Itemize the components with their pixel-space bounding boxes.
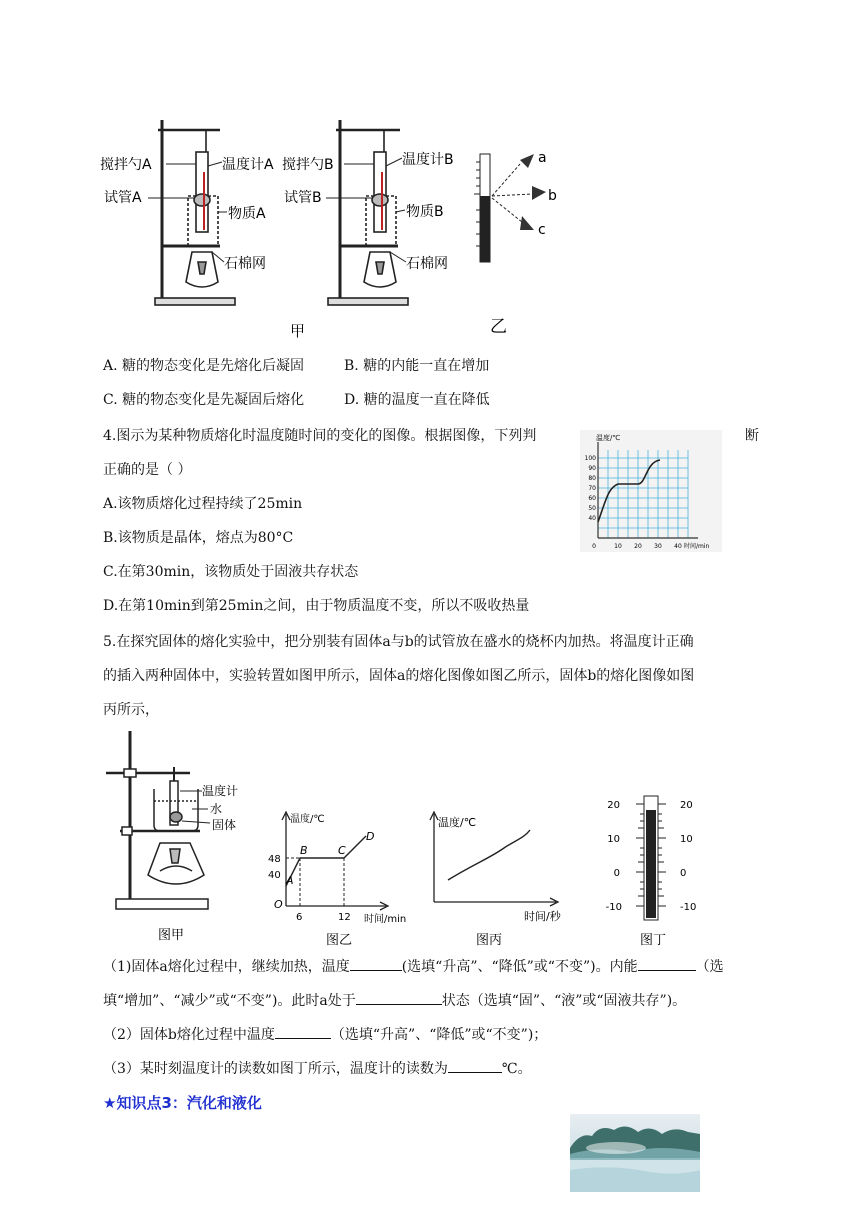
answer-blank-5[interactable] xyxy=(448,1058,502,1073)
apparatus-b xyxy=(328,120,408,305)
q5-sub1-text-a: （1)固体a熔化过程中，继续加热，温度 xyxy=(103,959,350,975)
q5-chart-bing xyxy=(424,800,584,950)
label-thermo-b: 温度计B xyxy=(402,152,454,168)
eye-icon-c xyxy=(520,216,534,230)
q5-yi-ylabel: 温度/℃ xyxy=(290,814,325,825)
q5-label-water: 水 xyxy=(210,802,223,816)
q5-thermometer-ding xyxy=(598,790,708,950)
thermometer-yi xyxy=(474,150,557,262)
q4-xtick: 20 xyxy=(634,543,642,550)
q4-stem-line2: 正确的是（ ） xyxy=(103,462,192,478)
q5-point-d: D xyxy=(366,830,375,843)
q3-option-a: A. 糖的物态变化是先熔化后凝固 xyxy=(103,358,305,374)
q3-option-d: D. 糖的温度一直在降低 xyxy=(344,392,490,408)
label-tube-a: 试管A xyxy=(104,190,142,206)
q5-sub1-text-c: （选 xyxy=(695,959,724,975)
q5-sub3-text-b: ℃。 xyxy=(501,1061,532,1077)
q5-ding-tick-left: 20 xyxy=(607,800,620,811)
q4-ytick: 40 xyxy=(588,515,596,522)
q4-ytick: 70 xyxy=(588,485,596,492)
q5-label-thermo: 温度计 xyxy=(202,784,239,798)
q5-ding-tick-right: 0 xyxy=(680,868,687,879)
q4-ytick: 100 xyxy=(584,455,596,462)
label-eye-b: b xyxy=(548,188,557,204)
apparatus-a-labels xyxy=(100,156,274,272)
q4-xtick: 40 xyxy=(674,543,682,550)
caption-jia: 甲 xyxy=(290,322,306,340)
q5-point-c: C xyxy=(338,844,346,857)
q5-yi-curve xyxy=(286,836,366,886)
caption-tu-jia: 图甲 xyxy=(158,928,185,943)
q4-ytick: 90 xyxy=(588,465,596,472)
q5-chart-yi xyxy=(262,800,422,950)
caption-yi: 乙 xyxy=(490,317,507,337)
label-net-b: 石棉网 xyxy=(406,256,448,272)
label-eye-c: c xyxy=(538,222,546,238)
answer-blank-1[interactable] xyxy=(350,956,402,971)
q4-xtick: 30 xyxy=(654,543,662,550)
q5-yi-xtick: 6 xyxy=(296,912,303,923)
q3-option-b: B. 糖的内能一直在增加 xyxy=(344,358,490,374)
label-thermo-a: 温度计A xyxy=(222,157,274,173)
q4-stem-tail: 断 xyxy=(745,428,759,444)
label-net-a: 石棉网 xyxy=(224,256,266,272)
q4-option-a: A.该物质熔化过程持续了25min xyxy=(103,496,303,512)
q4-xlabel: 时间/min xyxy=(684,543,710,550)
q5-sub2 xyxy=(103,1024,547,1045)
answer-blank-3[interactable] xyxy=(356,990,442,1005)
q5-sub2-text-b: （选填“升高”、“降低”或“不变”)； xyxy=(330,1027,548,1043)
q4-ytick: 50 xyxy=(588,505,596,512)
q5-point-b: B xyxy=(300,844,308,857)
q5-ding-tick-right: 10 xyxy=(680,834,693,845)
label-substance-b: 物质B xyxy=(406,204,444,220)
q5-line2: 的插入两种固体中，实验转置如图甲所示，固体a的熔化图像如图乙所示，固体b的熔化图像如图 xyxy=(103,668,695,684)
q4-option-b: B.该物质是晶体，熔点为80°C xyxy=(103,530,294,546)
label-substance-a: 物质A xyxy=(228,206,266,222)
q4-xtick: 10 xyxy=(614,543,622,550)
q5-bing-curve xyxy=(448,830,530,880)
q4-ytick: 80 xyxy=(588,475,596,482)
eye-icon-b xyxy=(532,186,546,200)
caption-tu-bing: 图丙 xyxy=(476,933,503,948)
section-heading-3: ★知识点3：汽化和液化 xyxy=(103,1094,262,1112)
q5-sub1-line1 xyxy=(103,956,724,977)
q5-sub1-line2 xyxy=(103,990,686,1011)
q5-bing-ylabel: 温度/℃ xyxy=(438,816,477,829)
q5-line1: 5.在探究固体的熔化实验中，把分别装有固体a与b的试管放在盛水的烧杯内加热。将温度计正确 xyxy=(103,634,694,650)
answer-blank-2[interactable] xyxy=(638,956,696,971)
q5-yi-ytick: 40 xyxy=(268,870,281,881)
q5-yi-xlabel: 时间/min xyxy=(364,914,407,925)
apparatus-b-labels xyxy=(282,151,454,272)
q5-line3: 丙所示， xyxy=(103,702,159,718)
figure-apparatus-jia-yi xyxy=(100,112,560,340)
q5-yi-xtick: 12 xyxy=(338,912,351,923)
q5-sub1-text-b: (选填“升高”、“降低”或“不变”)。内能 xyxy=(401,959,638,975)
q5-sub3 xyxy=(103,1058,532,1079)
q4-option-d: D.在第10min到第25min之间，由于物质温度不变，所以不吸收热量 xyxy=(103,598,530,614)
q5-ding-tick-left: -10 xyxy=(605,902,622,913)
q5-point-a: A xyxy=(286,874,294,887)
caption-tu-yi: 图乙 xyxy=(326,933,353,948)
caption-tu-ding: 图丁 xyxy=(640,933,667,948)
q5-figure-jia xyxy=(100,725,260,945)
q5-label-solid: 固体 xyxy=(212,818,237,832)
q4-ylabel: 温度/℃ xyxy=(596,434,621,442)
q5-ding-tick-right: -10 xyxy=(680,902,697,913)
q5-sub1-text-e: 状态（选填“固”、“液”或“固液共存”)。 xyxy=(441,993,687,1009)
q5-yi-ytick: 48 xyxy=(268,854,281,865)
q3-option-c: C. 糖的物态变化是先凝固后熔化 xyxy=(103,392,305,408)
q5-ding-tick-left: 0 xyxy=(613,868,620,879)
q5-bing-xlabel: 时间/秒 xyxy=(524,910,561,923)
q4-ytick: 60 xyxy=(588,495,596,502)
q5-sub1-text-d: 填“增加”、“减少”或“不变”)。此时a处于 xyxy=(103,993,356,1009)
q5-sub2-text-a: （2）固体b熔化过程中温度 xyxy=(103,1027,275,1043)
q4-xtick: 0 xyxy=(592,543,596,550)
q5-origin: O xyxy=(274,898,283,911)
fog-landscape-image xyxy=(570,1114,700,1192)
q4-option-c: C.在第30min，该物质处于固液共存状态 xyxy=(103,564,359,580)
q5-ding-tick-left: 10 xyxy=(607,834,620,845)
label-stirrer-b: 搅拌勺B xyxy=(282,157,334,173)
q4-stem-line1: 4.图示为某种物质熔化时温度随时间的变化的图像。根据图像，下列判 xyxy=(103,428,537,444)
q5-sub3-text-a: （3）某时刻温度计的读数如图丁所示，温度计的读数为 xyxy=(103,1061,448,1077)
answer-blank-4[interactable] xyxy=(275,1024,331,1039)
eye-icon-a xyxy=(520,154,534,168)
label-eye-a: a xyxy=(538,150,547,166)
label-tube-b: 试管B xyxy=(284,190,322,206)
q4-melting-chart xyxy=(580,430,722,552)
label-stirrer-a: 搅拌勺A xyxy=(100,157,152,173)
q5-ding-tick-right: 20 xyxy=(680,800,693,811)
